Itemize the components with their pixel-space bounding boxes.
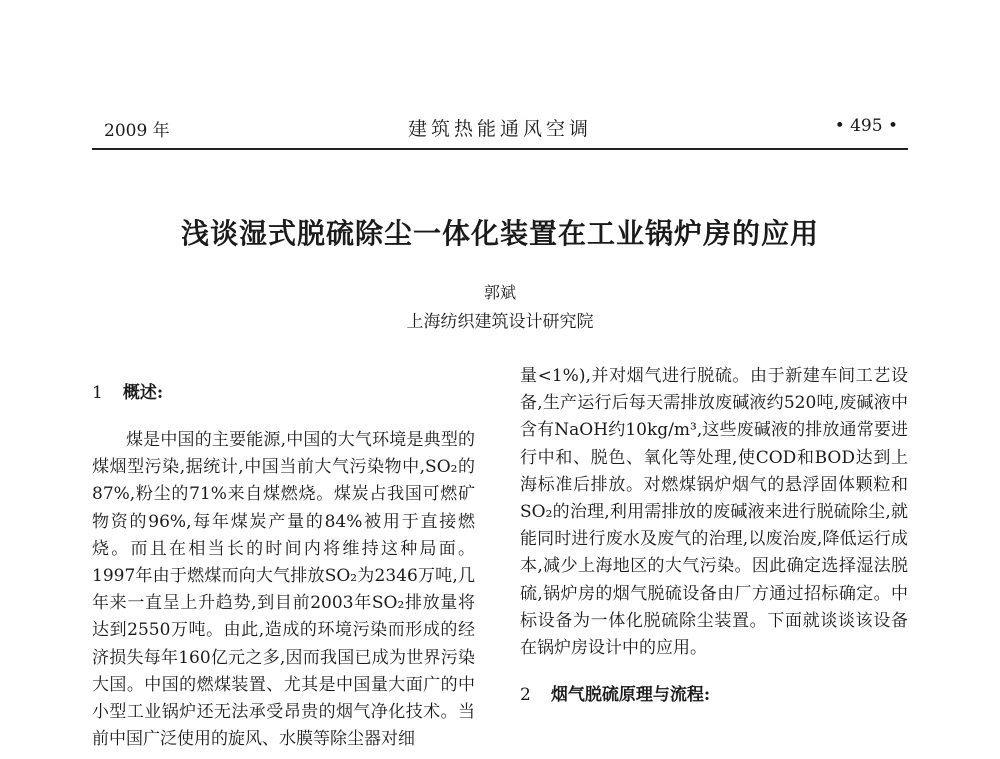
section-1-title: 概述: [122,383,164,403]
left-column [92,380,475,753]
right-column-paragraph: 量<1%),并对烟气进行脱硫。由于新建车间工艺设备,生产运行后每天需排放废碱液约520吨,废碱液中含有NaOH约10kg/m³,这些废碱液的排放通常要进行中和、脱色、氧化等处理,使COD和BOD达到上海标准后排放。对燃煤锅炉烟气的悬浮固体颗粒和SO₂的治理,利用需排放的废碱液来进行脱硫除尘,就能同时进行废水及废气的治理,以废治废,降低运行成本,减少上海地区的大气污染。因此确定选择湿法脱硫,锅炉房的烟气脱硫设备由厂方通过招标确定。中标设备为一体化脱硫除尘装置。下面就谈谈该设备在锅炉房设计中的应用。 [520,366,908,659]
section-2-heading [520,682,908,710]
section-2-number: 2 [520,685,531,706]
page-header [92,110,908,150]
section-1-heading [92,380,475,408]
section-1-paragraph: 煤是中国的主要能源,中国的大气环境是典型的煤烟型污染,据统计,中国当前大气污染物中,SO₂的87%,粉尘的71%来自煤燃烧。煤炭占我国可燃矿物资的96%,每年煤炭产量的84%被用于直接燃烧。而且在相当长的时间内将维持这种局面。1997年由于燃煤而向大气排放SO₂为2346万吨,几年来一直呈上升趋势,到目前2003年SO₂排放量将达到2550万吨。由此,造成的环境污染而形成的经济损失每年160亿元之多,因而我国已成为世界污染大国。中国的燃煤装置、尤其是中国量大面广的中小型工业锅炉还无法承受昂贵的烟气净化技术。当前中国广泛使用的旋风、水膜等除尘器对细 [92,430,475,750]
article-title: 浅谈湿式脱硫除尘一体化装置在工业锅炉房的应用 [180,217,819,250]
page-number: • 495 • [834,116,898,136]
journal-name: 建筑热能通风空调 [407,118,592,140]
author-name: 郭斌 [483,283,516,302]
section-2-title: 烟气脱硫原理与流程: [550,685,711,706]
author-affiliation: 上海纺织建筑设计研究院 [406,312,594,332]
right-column [520,363,908,729]
section-1-number: 1 [92,383,103,403]
header-year: 2009 年 [104,121,170,141]
